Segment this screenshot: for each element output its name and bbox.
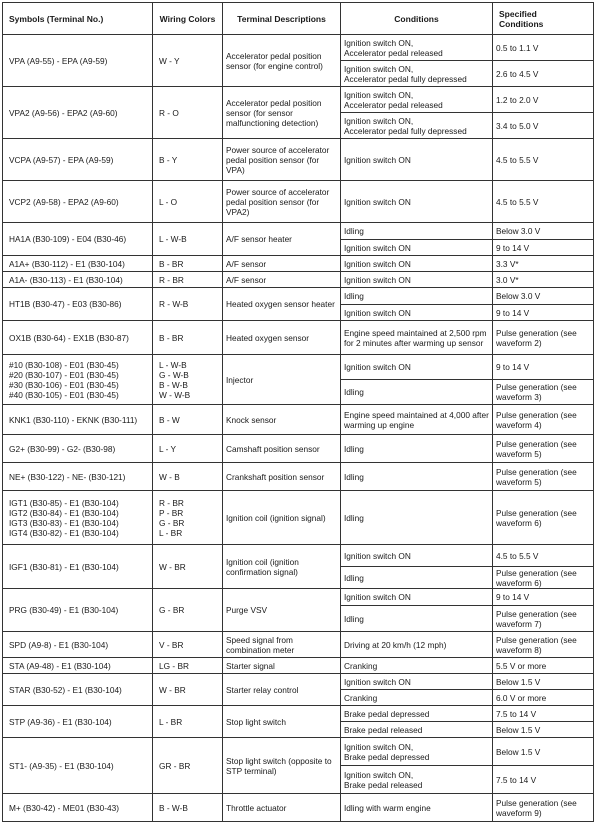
table-row: [3, 491, 594, 545]
specified-cell: Below 3.0 V: [493, 288, 594, 305]
specified-cell: 5.5 V or more: [493, 658, 594, 674]
symbol-cell: NE+ (B30-122) - NE- (B30-121): [3, 463, 153, 491]
wiring-cell: L - Y: [153, 435, 223, 463]
condition-cell: Engine speed maintained at 2,500 rpm for 2 minutes after warming up sensor: [341, 321, 493, 355]
wiring-cell: L - BR: [153, 706, 223, 738]
wiring-cell: W - B: [153, 463, 223, 491]
specified-cell: Below 3.0 V: [493, 223, 594, 240]
condition-cell: Ignition switch ON: [341, 674, 493, 690]
table-row: [3, 355, 594, 380]
table-row: [3, 256, 594, 272]
table-body: [3, 35, 594, 822]
wiring-cell: R - O: [153, 87, 223, 139]
wiring-cell: R - BR P - BR G - BR L - BR: [153, 491, 223, 545]
symbol-cell: VPA2 (A9-56) - EPA2 (A9-60): [3, 87, 153, 139]
specified-cell: Pulse generation (see waveform 4): [493, 405, 594, 435]
description-cell: Heated oxygen sensor heater: [223, 288, 341, 321]
specified-cell: Pulse generation (see waveform 7): [493, 606, 594, 632]
wiring-cell: G - BR: [153, 589, 223, 632]
terminal-table: [2, 2, 594, 822]
table-row: [3, 674, 594, 690]
symbol-cell: G2+ (B30-99) - G2- (B30-98): [3, 435, 153, 463]
description-cell: Starter relay control: [223, 674, 341, 706]
header-wiring: Wiring Colors: [153, 3, 223, 35]
header-conditions: Conditions: [341, 3, 493, 35]
wiring-cell: R - W-B: [153, 288, 223, 321]
specified-cell: 3.0 V*: [493, 272, 594, 288]
description-cell: Camshaft position sensor: [223, 435, 341, 463]
specified-cell: 0.5 to 1.1 V: [493, 35, 594, 61]
description-cell: Speed signal from combination meter: [223, 632, 341, 658]
condition-cell: Ignition switch ON: [341, 589, 493, 606]
wiring-cell: B - W-B: [153, 794, 223, 822]
table-row: [3, 545, 594, 567]
description-cell: Injector: [223, 355, 341, 405]
condition-cell: Ignition switch ON: [341, 545, 493, 567]
table-row: [3, 706, 594, 722]
condition-cell: Ignition switch ON: [341, 256, 493, 272]
description-cell: A/F sensor: [223, 272, 341, 288]
description-cell: Power source of accelerator pedal position sensor (for VPA): [223, 139, 341, 181]
specified-cell: Pulse generation (see waveform 2): [493, 321, 594, 355]
symbol-cell: HA1A (B30-109) - E04 (B30-46): [3, 223, 153, 256]
table-row: [3, 181, 594, 223]
description-cell: Accelerator pedal position sensor (for engine control): [223, 35, 341, 87]
symbol-cell: VCP2 (A9-58) - EPA2 (A9-60): [3, 181, 153, 223]
specified-cell: 4.5 to 5.5 V: [493, 181, 594, 223]
wiring-cell: B - BR: [153, 256, 223, 272]
specified-cell: 6.0 V or more: [493, 690, 594, 706]
specified-cell: 9 to 14 V: [493, 355, 594, 380]
description-cell: Ignition coil (ignition signal): [223, 491, 341, 545]
table-row: [3, 139, 594, 181]
wiring-cell: L - W-B: [153, 223, 223, 256]
condition-cell: Ignition switch ON, Accelerator pedal fully depressed: [341, 61, 493, 87]
wiring-cell: B - Y: [153, 139, 223, 181]
wiring-cell: R - BR: [153, 272, 223, 288]
table-row: [3, 435, 594, 463]
table-row: [3, 272, 594, 288]
specified-cell: 7.5 to 14 V: [493, 706, 594, 722]
description-cell: Accelerator pedal position sensor (for sensor malfunctioning detection): [223, 87, 341, 139]
table-row: [3, 321, 594, 355]
table-row: [3, 288, 594, 305]
description-cell: Heated oxygen sensor: [223, 321, 341, 355]
header-specified: Specified Conditions: [493, 3, 594, 35]
wiring-cell: W - BR: [153, 674, 223, 706]
condition-cell: Idling: [341, 435, 493, 463]
condition-cell: Idling: [341, 380, 493, 405]
specified-cell: Pulse generation (see waveform 9): [493, 794, 594, 822]
description-cell: Stop light switch (opposite to STP terminal): [223, 738, 341, 794]
description-cell: Power source of accelerator pedal position sensor (for VPA2): [223, 181, 341, 223]
table-row: [3, 35, 594, 61]
description-cell: Purge VSV: [223, 589, 341, 632]
condition-cell: Ignition switch ON, Accelerator pedal released: [341, 87, 493, 113]
wiring-cell: W - BR: [153, 545, 223, 589]
symbol-cell: STAR (B30-52) - E1 (B30-104): [3, 674, 153, 706]
symbol-cell: HT1B (B30-47) - E03 (B30-86): [3, 288, 153, 321]
condition-cell: Ignition switch ON: [341, 272, 493, 288]
wiring-cell: B - W: [153, 405, 223, 435]
description-cell: Starter signal: [223, 658, 341, 674]
condition-cell: Idling: [341, 463, 493, 491]
symbol-cell: ST1- (A9-35) - E1 (B30-104): [3, 738, 153, 794]
table-row: [3, 87, 594, 113]
specified-cell: Pulse generation (see waveform 8): [493, 632, 594, 658]
symbol-cell: STA (A9-48) - E1 (B30-104): [3, 658, 153, 674]
symbol-cell: PRG (B30-49) - E1 (B30-104): [3, 589, 153, 632]
wiring-cell: B - BR: [153, 321, 223, 355]
symbol-cell: STP (A9-36) - E1 (B30-104): [3, 706, 153, 738]
condition-cell: Idling: [341, 288, 493, 305]
condition-cell: Engine speed maintained at 4,000 after warming up engine: [341, 405, 493, 435]
condition-cell: Idling: [341, 567, 493, 589]
symbol-cell: IGF1 (B30-81) - E1 (B30-104): [3, 545, 153, 589]
condition-cell: Brake pedal released: [341, 722, 493, 738]
specified-cell: 9 to 14 V: [493, 305, 594, 321]
symbol-cell: VCPA (A9-57) - EPA (A9-59): [3, 139, 153, 181]
specified-cell: Pulse generation (see waveform 3): [493, 380, 594, 405]
condition-cell: Idling: [341, 606, 493, 632]
table-row: [3, 632, 594, 658]
symbol-cell: VPA (A9-55) - EPA (A9-59): [3, 35, 153, 87]
specified-cell: 4.5 to 5.5 V: [493, 139, 594, 181]
header-symbols: Symbols (Terminal No.): [3, 3, 153, 35]
header-row: [3, 3, 594, 35]
header-description: Terminal Descriptions: [223, 3, 341, 35]
condition-cell: Cranking: [341, 690, 493, 706]
condition-cell: Driving at 20 km/h (12 mph): [341, 632, 493, 658]
condition-cell: Idling: [341, 223, 493, 240]
condition-cell: Ignition switch ON, Brake pedal depressed: [341, 738, 493, 766]
wiring-cell: V - BR: [153, 632, 223, 658]
condition-cell: Ignition switch ON, Accelerator pedal released: [341, 35, 493, 61]
table-row: [3, 589, 594, 606]
specified-cell: 3.3 V*: [493, 256, 594, 272]
specified-cell: 3.4 to 5.0 V: [493, 113, 594, 139]
specified-cell: 2.6 to 4.5 V: [493, 61, 594, 87]
specified-cell: Pulse generation (see waveform 6): [493, 491, 594, 545]
condition-cell: Ignition switch ON, Brake pedal released: [341, 766, 493, 794]
wiring-cell: GR - BR: [153, 738, 223, 794]
table-row: [3, 405, 594, 435]
specified-cell: Pulse generation (see waveform 6): [493, 567, 594, 589]
condition-cell: Idling with warm engine: [341, 794, 493, 822]
symbol-cell: #10 (B30-108) - E01 (B30-45) #20 (B30-107) - E01 (B30-45) #30 (B30-106) - E01 (B30-45) #40 (B30-105) - E01 (B30-45): [3, 355, 153, 405]
symbol-cell: IGT1 (B30-85) - E1 (B30-104) IGT2 (B30-84) - E1 (B30-104) IGT3 (B30-83) - E1 (B30-104) IGT4 (B30-82) - E1 (B30-104): [3, 491, 153, 545]
symbol-cell: KNK1 (B30-110) - EKNK (B30-111): [3, 405, 153, 435]
specified-cell: 1.2 to 2.0 V: [493, 87, 594, 113]
description-cell: Ignition coil (ignition confirmation signal): [223, 545, 341, 589]
condition-cell: Ignition switch ON: [341, 305, 493, 321]
table-row: [3, 794, 594, 822]
wiring-cell: L - O: [153, 181, 223, 223]
table-row: [3, 738, 594, 766]
specified-cell: 9 to 14 V: [493, 240, 594, 256]
condition-cell: Brake pedal depressed: [341, 706, 493, 722]
description-cell: A/F sensor heater: [223, 223, 341, 256]
table-row: [3, 463, 594, 491]
symbol-cell: SPD (A9-8) - E1 (B30-104): [3, 632, 153, 658]
symbol-cell: M+ (B30-42) - ME01 (B30-43): [3, 794, 153, 822]
specified-cell: Pulse generation (see waveform 5): [493, 463, 594, 491]
condition-cell: Idling: [341, 491, 493, 545]
table-row: [3, 658, 594, 674]
wiring-cell: W - Y: [153, 35, 223, 87]
description-cell: Knock sensor: [223, 405, 341, 435]
condition-cell: Ignition switch ON: [341, 139, 493, 181]
condition-cell: Ignition switch ON, Accelerator pedal fully depressed: [341, 113, 493, 139]
description-cell: Crankshaft position sensor: [223, 463, 341, 491]
specified-cell: 9 to 14 V: [493, 589, 594, 606]
condition-cell: Ignition switch ON: [341, 181, 493, 223]
symbol-cell: A1A+ (B30-112) - E1 (B30-104): [3, 256, 153, 272]
description-cell: Throttle actuator: [223, 794, 341, 822]
description-cell: A/F sensor: [223, 256, 341, 272]
specified-cell: 4.5 to 5.5 V: [493, 545, 594, 567]
specified-cell: Below 1.5 V: [493, 738, 594, 766]
condition-cell: Cranking: [341, 658, 493, 674]
table-row: [3, 223, 594, 240]
condition-cell: Ignition switch ON: [341, 355, 493, 380]
symbol-cell: A1A- (B30-113) - E1 (B30-104): [3, 272, 153, 288]
wiring-cell: L - W-B G - W-B B - W-B W - W-B: [153, 355, 223, 405]
condition-cell: Ignition switch ON: [341, 240, 493, 256]
specified-cell: 7.5 to 14 V: [493, 766, 594, 794]
specified-cell: Pulse generation (see waveform 5): [493, 435, 594, 463]
wiring-cell: LG - BR: [153, 658, 223, 674]
specified-cell: Below 1.5 V: [493, 674, 594, 690]
description-cell: Stop light switch: [223, 706, 341, 738]
symbol-cell: OX1B (B30-64) - EX1B (B30-87): [3, 321, 153, 355]
specified-cell: Below 1.5 V: [493, 722, 594, 738]
